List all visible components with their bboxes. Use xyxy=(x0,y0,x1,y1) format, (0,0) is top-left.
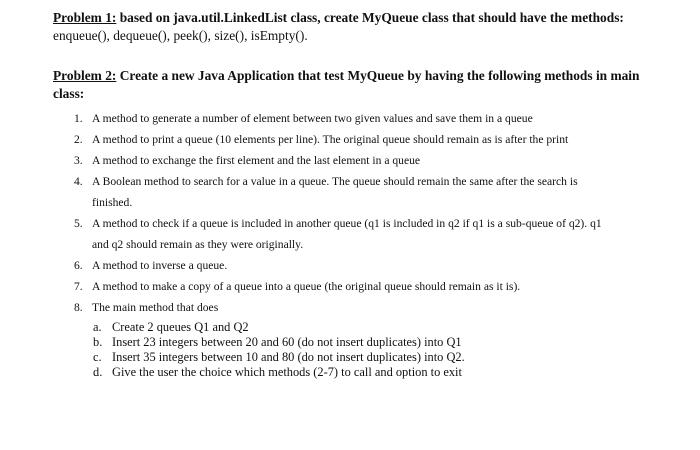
list-item-number: 1. xyxy=(74,112,83,125)
list-item xyxy=(53,213,643,255)
sublist-item-text: Insert 23 integers between 20 and 60 (do not insert duplicates) into Q1 xyxy=(112,335,462,349)
problem-2-text: Create a new Java Application that test MyQueue by having the following methods in main xyxy=(116,68,640,83)
list-item-text: A method to make a copy of a queue into a queue (the original queue should remain as it is). xyxy=(92,280,521,293)
list-item-number: 8. xyxy=(74,301,83,314)
list-item-number: 2. xyxy=(74,133,83,146)
numbered-list xyxy=(53,108,643,318)
list-item-number: 7. xyxy=(74,280,83,293)
list-item-number: 6. xyxy=(74,259,83,272)
sublist-item xyxy=(53,335,465,350)
list-item-text: A method to print a queue (10 elements per line). The original queue should remain as is after the print xyxy=(92,133,569,146)
list-item xyxy=(53,255,643,276)
sublist-item-text: Give the user the choice which methods (2-7) to call and option to exit xyxy=(112,365,462,379)
list-item-text-continued: and q2 should remain as they were originally. xyxy=(92,238,304,251)
list-item xyxy=(53,129,643,150)
sublist-item-letter: d. xyxy=(93,365,103,379)
list-item-text-continued: finished. xyxy=(92,196,133,209)
problem-1-heading xyxy=(53,9,624,27)
problem-2-line2: class: xyxy=(53,86,85,101)
list-item xyxy=(53,108,643,129)
problem-1-label: Problem 1: xyxy=(53,10,117,25)
list-item-text: A method to inverse a queue. xyxy=(92,259,228,272)
sublist-item xyxy=(53,365,465,380)
sublist-item-letter: a. xyxy=(93,320,102,334)
problem-2-label: Problem 2: xyxy=(53,68,117,83)
sublist-item xyxy=(53,320,465,335)
sublist-item xyxy=(53,350,465,365)
sublist-item-text: Create 2 queues Q1 and Q2 xyxy=(112,320,249,334)
list-item-text: A method to check if a queue is included in another queue (q1 is included in q2 if q1 is a sub-queue of q2). q1 xyxy=(92,217,602,230)
problem-2-heading xyxy=(53,67,639,85)
sublist-item-letter: c. xyxy=(93,350,102,364)
list-item xyxy=(53,171,643,213)
list-item-number: 4. xyxy=(74,175,83,188)
list-item-number: 5. xyxy=(74,217,83,230)
lettered-sublist xyxy=(53,320,465,380)
problem-1-methods: enqueue(), dequeue(), peek(), size(), isEmpty(). xyxy=(53,28,308,43)
list-item-text: A Boolean method to search for a value in a queue. The queue should remain the same after the search is xyxy=(92,175,578,188)
list-item xyxy=(53,297,643,318)
list-item-text: A method to generate a number of element between two given values and save them in a queue xyxy=(92,112,533,125)
list-item xyxy=(53,276,643,297)
problem-1-text: based on java.util.LinkedList class, create MyQueue class that should have the methods: xyxy=(116,10,624,25)
sublist-item-text: Insert 35 integers between 10 and 80 (do not insert duplicates) into Q2. xyxy=(112,350,465,364)
list-item-text: The main method that does xyxy=(92,301,219,314)
sublist-item-letter: b. xyxy=(93,335,103,349)
list-item-text: A method to exchange the first element and the last element in a queue xyxy=(92,154,421,167)
list-item xyxy=(53,150,643,171)
list-item-number: 3. xyxy=(74,154,83,167)
